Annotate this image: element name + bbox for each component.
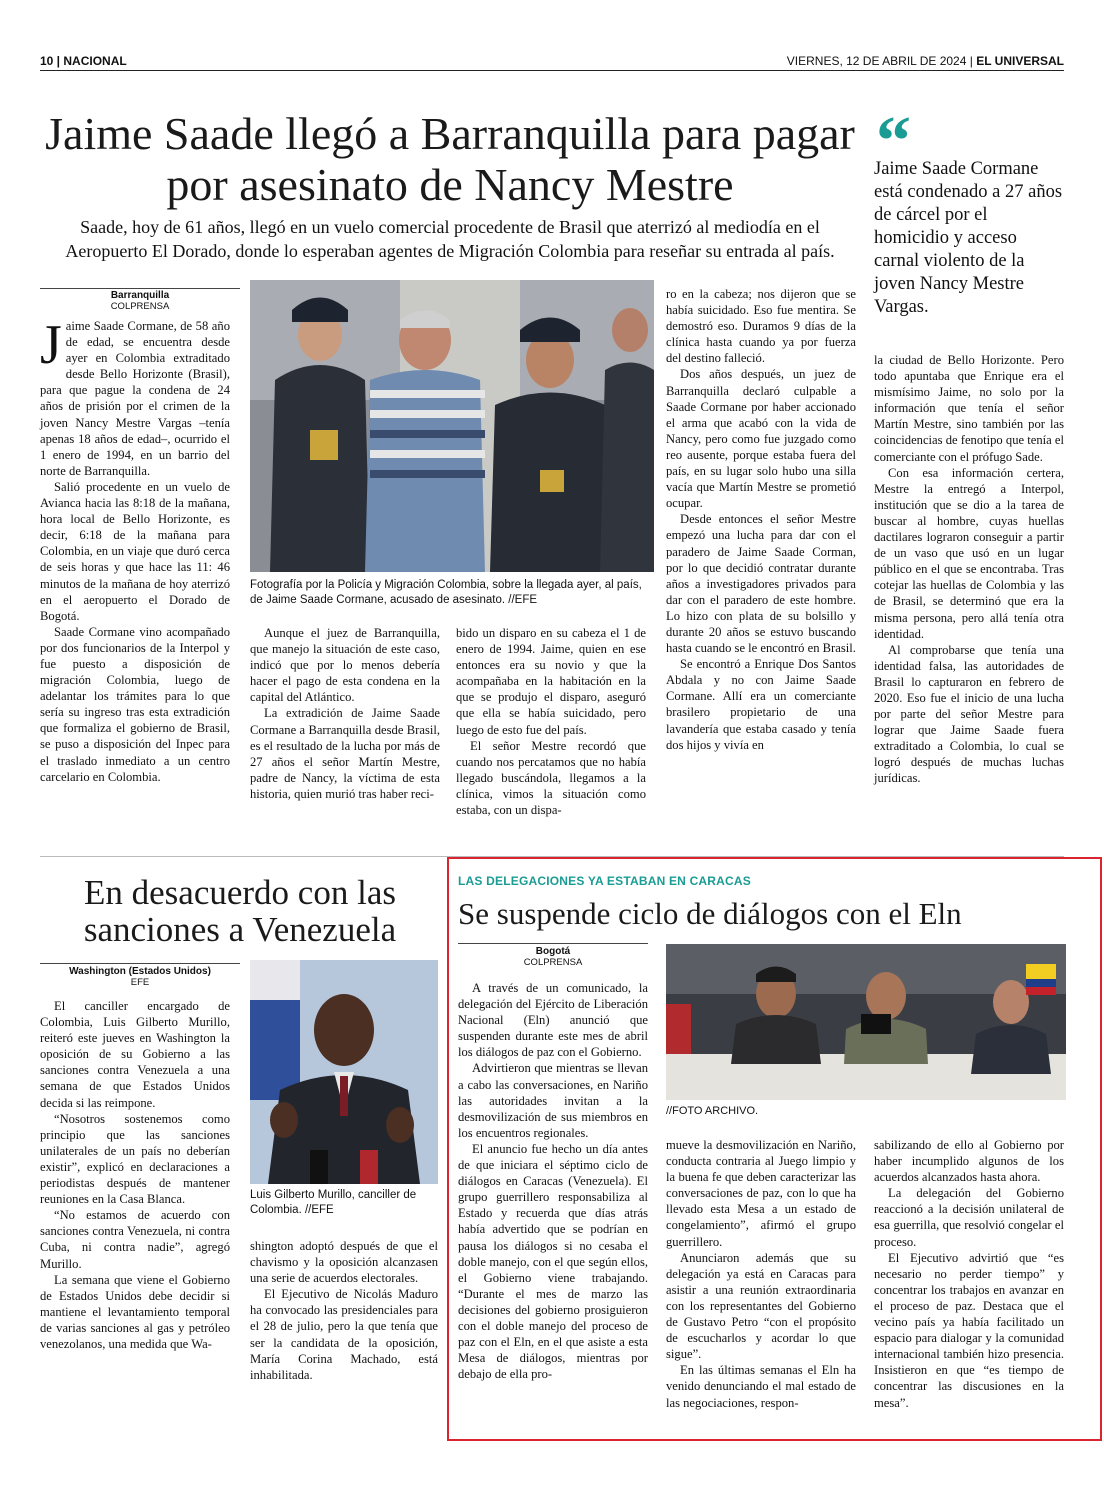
paragraph: Jaime Saade Cormane, de 58 año de edad, se encuentra desde ayer en Colombia extraditado desde Bello Horizonte (Brasil), para que pague la condena de 24 años de prisión por el crimen de la joven Nancy Mestre Vargas –tenía apenas 18 años de edad–, ocurrido el 1 enero de 1994, en un barrio del norte de Barranquilla.	[40, 314, 230, 478]
main-deck: Saade, hoy de 61 años, llegó en un vuelo comercial procedente de Brasil que aterrizó al mediodía en el Aeropuerto El Dorado, donde lo esperaban agentes de Migración Colombia para reseñar su entrada al país.	[65, 217, 835, 261]
eln-headline: Se suspende ciclo de diálogos con el Eln	[458, 896, 962, 931]
extradition-photo	[250, 280, 654, 572]
byline-city: Bogotá	[535, 946, 571, 957]
paragraph: El canciller encargado de Colombia, Luis Gilberto Murillo, reiteró este jueves en Washington la oposición de su Gobierno a las sanciones contra Venezuela a una semana de que Estados Unidos decida si las reimpone.	[40, 999, 230, 1110]
paragraph: El señor Mestre recordó que cuando nos percatamos que no había llegado buscándola, llegamos a la clínica, vimos la situación como estaba, con un dispa-	[456, 738, 646, 818]
paragraph: El anuncio fue hecho un día antes de que iniciara el séptimo ciclo de diálogos en Caracas (Venezuela). El grupo guerrillero responsabiliza al Estado y recuerda que días atrás había advertido que se podrían en pausa los diálogos si no cesaba el doble manejo, con el que según ellos, el Gobierno viene trabajando. “Durante el mes de marzo las decisiones del gobierno prosiguieron con el doble manejo del proceso de paz con el Eln, en el que asiste a esta Mesa de diálogos, mientras por debajo de ella pro-	[458, 1141, 648, 1382]
drop-cap: J	[40, 314, 62, 376]
paragraph: sabilizando de ello al Gobierno por haber incumplido algunos de los acuerdos alcanzados hasta ahora.	[874, 1138, 1064, 1185]
main-byline	[40, 290, 240, 312]
paragraph: La semana que viene el Gobierno de Estados Unidos debe decidir si mantiene el levantamiento temporal de varias sanciones al gas y petróleo venezolanos, una medida que Wa-	[40, 1272, 230, 1351]
main-col-1	[40, 314, 230, 785]
paragraph: El Ejecutivo de Nicolás Maduro ha convocado las presidenciales para el 28 de julio, pero la que tenía que ser la candidata de la oposición, María Corina Machado, está inhabilitada.	[250, 1287, 438, 1382]
eln-photo-caption: //FOTO ARCHIVO.	[666, 1105, 759, 1117]
main-col-4	[666, 286, 856, 753]
paragraph: bido un disparo en su cabeza el 1 de enero de 1994. Jaime, quien en ese entonces era su novio y que la acompañaba en la habitación en la que se produjo el disparo, aseguró que ella se había suicidado, pero luego de esto fue del país.	[456, 626, 646, 737]
main-headline: Jaime Saade llegó a Barranquilla para pagar por asesinato de Nancy Mestre	[45, 108, 855, 210]
byline-agency: EFE	[130, 977, 150, 988]
pull-quote: Jaime Saade Cormane está condenado a 27 años de cárcel por el homicidio y acceso carnal violento de la joven Nancy Mestre Vargas.	[874, 159, 1063, 317]
paragraph: La extradición de Jaime Saade Cormane a Barranquilla desde Brasil, es el resultado de la lucha por más de 27 años el señor Martín Mestre, padre de Nancy, la víctima de esta historia, quien murió tras haber reci-	[250, 706, 440, 801]
paragraph: El Ejecutivo advirtió que “es necesario no perder tiempo” y concentrar los trabajos en avanzar en el proceso de paz. Destaca que el vecino país ya había facilitado un espacio para dialogar y la comunidad internacional también hizo presencia. Insistieron en que “es tiempo de concentrar las discusiones en la mesa”.	[874, 1250, 1064, 1410]
eln-kicker: LAS DELEGACIONES YA ESTABAN EN CARACAS	[458, 874, 751, 888]
paragraph: shington adoptó después de que el chavismo y la oposición alcanzasen una serie de acuerdos electorales.	[250, 1239, 438, 1286]
eln-col-1	[458, 980, 648, 1382]
venezuela-col-2	[250, 1238, 438, 1383]
paragraph: Se encontró a Enrique Dos Santos Abdala y no con Jaime Saade Cormane. Allí era un comerciante brasilero propietario de una lavandería que estaba casado y tenía dos hijos y vivía en	[666, 657, 856, 752]
paragraph: En las últimas semanas el Eln ha venido denunciando el mal estado de las negociaciones, respon-	[666, 1363, 856, 1410]
byline-agency: COLPRENSA	[523, 957, 583, 968]
section-label: 10 | NACIONAL	[40, 54, 127, 68]
byline-agency: COLPRENSA	[110, 301, 170, 312]
quote-icon: “	[876, 103, 911, 180]
issue-date	[787, 54, 1064, 68]
venezuela-col-1	[40, 998, 230, 1352]
eln-delegation-photo	[666, 944, 1066, 1100]
murillo-caption: Luis Gilberto Murillo, canciller de Colombia. //EFE	[250, 1189, 417, 1216]
main-col-5	[874, 352, 1064, 787]
byline-city: Washington (Estados Unidos)	[69, 966, 211, 977]
murillo-photo	[250, 960, 438, 1184]
paragraph: “Nosotros sostenemos como principio que las sanciones unilaterales de un país no deberían existir”, explicó en declaraciones a periodistas después de mantener reuniones en la Casa Blanca.	[40, 1111, 230, 1207]
paragraph: La delegación del Gobierno reaccionó a la decisión unilateral de esa guerrilla, que resolvió congelar el proceso.	[874, 1186, 1064, 1249]
eln-col-2	[666, 1137, 856, 1411]
paragraph: Dos años después, un juez de Barranquilla declaró culpable a Saade Cormane por haber accionado el arma que acabó con la vida de Nancy, pero como fue juzgado como reo ausente, porque estaba fuera del país, en su lugar solo hubo una silla vacía que Martín Mestre se prometió ocupar.	[666, 367, 856, 511]
paragraph: Al comprobarse que tenía una identidad falsa, las autoridades de Brasil lo capturaron en febrero de 2020. Eso fue el inicio de una lucha por parte del señor Mestre para lograr que Jaime Saade fuera extraditado a Colombia, lo cual se logró después de muchas luchas jurídicas.	[874, 642, 1064, 786]
paragraph: ro en la cabeza; nos dijeron que se había suicidado. Eso fue mentira. Se demostró eso. Duramos 9 días de la clínica hasta cuando ya por fuerza del destino falleció.	[666, 287, 856, 366]
newspaper-name: EL UNIVERSAL	[976, 54, 1064, 68]
main-col-2	[250, 625, 440, 802]
paragraph: Anunciaron además que su delegación ya está en Caracas para asistir a una reunión extraordinaria con los representantes del Gobierno de Gustavo Petro “con el propósito de escucharlos y acordar lo que sigue”.	[666, 1250, 856, 1362]
byline-rule	[40, 963, 240, 964]
date-text: VIERNES, 12 DE ABRIL DE 2024 |	[786, 54, 973, 68]
paragraph: Desde entonces el señor Mestre empezó una lucha para dar con el paradero de Jaime Saade Corman, por lo que decidió contratar durante años a investigadores privados para dar con el paradero de este hombre. Lo hizo con plata de su bolsillo y durante 20 años se estuvo buscando hasta cuando se le encontró en Brasil.	[666, 512, 856, 656]
eln-byline	[458, 946, 648, 968]
paragraph: Saade Cormane vino acompañado por dos funcionarios de la Interpol y fue puesto a disposición de migración Colombia, luego de adelantar los trámites para lo que sería su ingreso tras esta extradición que formaliza el gobierno de Brasil, se puso a disposición del Inpec para el traslado inmediato a un centro carcelario en Colombia.	[40, 624, 230, 784]
paragraph: la ciudad de Bello Horizonte. Pero todo apuntaba que Enrique era el mismísimo Jaime, no solo por la información que tenía el señor Martín Mestre, sino también por las coincidencias de fenotipo que tenía el comerciante con el prófugo Sade.	[874, 353, 1064, 464]
paragraph: Salió procedente en un vuelo de Avianca hacia las 8:18 de la mañana, hora local de Bello Horizonte, es decir, 6:18 de la mañana para Colombia, en un viaje que duró cerca de seis horas y que hace las 11: 46 minutos de la mañana de hoy aterrizó en el aeropuerto el Dorado de Bogotá.	[40, 479, 230, 623]
paragraph: Con esa información certera, Mestre la entregó a Interpol, institución que se dio a la tarea de buscar al hombre, cuyas huellas dactilares lograron conseguir a partir de un vaso que usó en un lugar público en el que se encontraba. Tras cotejar las huellas de Colombia y las de Brasil, se determinó que era la misma persona, pero allá tenía otra identidad.	[874, 465, 1064, 641]
paragraph: mueve la desmovilización en Nariño, conducta contraria al Juego limpio y la buena fe que deben caracterizar las conversaciones de paz, con lo que ha llevado esta Mesa a un estado de congelamiento”, afirmó el grupo guerrillero.	[666, 1138, 856, 1249]
byline-city: Barranquilla	[110, 290, 170, 301]
main-col-3	[456, 625, 646, 818]
paragraph: Aunque el juez de Barranquilla, que manejo la situación de este caso, indicó que por lo menos debería hacer el pago de esta condena en la capital del Atlántico.	[250, 626, 440, 705]
eln-col-3	[874, 1137, 1064, 1411]
page-header	[40, 54, 1064, 70]
venezuela-headline: En desacuerdo con las sanciones a Venezuela	[83, 873, 397, 949]
byline-rule	[40, 288, 240, 289]
paragraph: A través de un comunicado, la delegación del Ejército de Liberación Nacional (Eln) anunció que suspenden durante este mes de abril los diálogos de paz con el Gobierno.	[458, 981, 648, 1060]
header-rule	[40, 70, 1064, 71]
paragraph: Advirtieron que mientras se llevan a cabo las conversaciones, en Nariño las autoridades invitan a la desmovilización de sus miembros en los encuentros regionales.	[458, 1061, 648, 1140]
main-photo-caption: Fotografía por la Policía y Migración Colombia, sobre la llegada ayer, al país, de Jaime Saade Cormane, acusado de asesinato. //EFE	[250, 579, 642, 606]
venezuela-byline	[40, 966, 240, 988]
paragraph: “No estamos de acuerdo con sanciones contra Venezuela, ni contra Cuba, ni contra nadie”, agregó Murillo.	[40, 1208, 230, 1271]
byline-rule	[458, 943, 648, 944]
